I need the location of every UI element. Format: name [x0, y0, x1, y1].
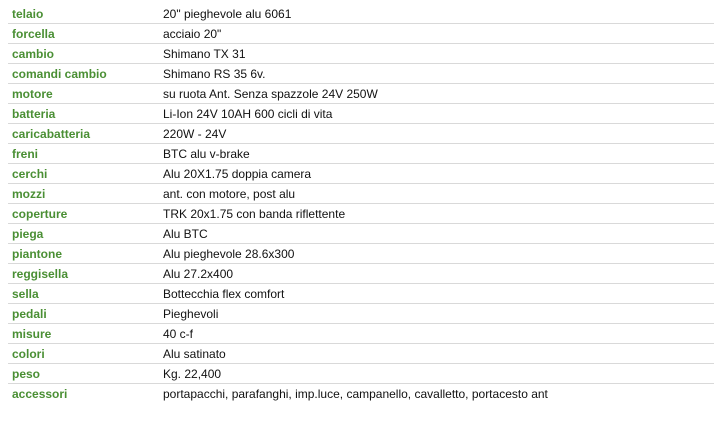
spec-value: 40 c-f [158, 324, 714, 344]
spec-label: pedali [8, 304, 158, 324]
spec-row-piega [8, 224, 714, 244]
spec-value: Alu pieghevole 28.6x300 [158, 244, 714, 264]
spec-row-piantone [8, 244, 714, 264]
spec-label: cerchi [8, 164, 158, 184]
spec-value: TRK 20x1.75 con banda riflettente [158, 204, 714, 224]
spec-label: sella [8, 284, 158, 304]
spec-label: peso [8, 364, 158, 384]
spec-label: piantone [8, 244, 158, 264]
spec-row-motore [8, 84, 714, 104]
spec-table [8, 4, 714, 403]
spec-row-comandi-cambio [8, 64, 714, 84]
spec-value: Pieghevoli [158, 304, 714, 324]
spec-row-batteria [8, 104, 714, 124]
spec-row-peso [8, 364, 714, 384]
spec-value: portapacchi, parafanghi, imp.luce, campanello, cavalletto, portacesto ant [163, 386, 548, 401]
spec-label: coperture [8, 204, 158, 224]
spec-row-telaio [8, 4, 714, 24]
spec-value: BTC alu v-brake [158, 144, 714, 164]
spec-value: Alu 27.2x400 [158, 264, 714, 284]
spec-label: colori [8, 344, 158, 364]
spec-row-reggisella [8, 264, 714, 284]
spec-value: 20" pieghevole alu 6061 [158, 4, 714, 24]
spec-label: motore [8, 84, 158, 104]
spec-row-accessori [8, 384, 714, 404]
spec-row-forcella [8, 24, 714, 44]
spec-value: 220W - 24V [158, 124, 714, 144]
spec-label: freni [8, 144, 158, 164]
spec-label: comandi cambio [8, 64, 158, 84]
spec-value: Li-Ion 24V 10AH 600 cicli di vita [158, 104, 714, 124]
spec-value: Alu BTC [158, 224, 714, 244]
spec-row-coperture [8, 204, 714, 224]
spec-label: cambio [8, 44, 158, 64]
spec-value: ant. con motore, post alu [158, 184, 714, 204]
spec-label: telaio [8, 4, 158, 24]
spec-value: su ruota Ant. Senza spazzole 24V 250W [158, 84, 714, 104]
spec-label: batteria [8, 104, 158, 124]
spec-value: Alu 20X1.75 doppia camera [158, 164, 714, 184]
spec-row-mozzi [8, 184, 714, 204]
spec-row-misure [8, 324, 714, 344]
spec-value: Kg. 22,400 [158, 364, 714, 384]
spec-value: acciaio 20" [158, 24, 714, 44]
spec-row-cerchi [8, 164, 714, 184]
spec-row-freni [8, 144, 714, 164]
spec-row-colori [8, 344, 714, 364]
spec-label: forcella [8, 24, 158, 44]
spec-row-caricabatteria [8, 124, 714, 144]
spec-label: mozzi [8, 184, 158, 204]
spec-value: Shimano TX 31 [158, 44, 714, 64]
spec-row-sella [8, 284, 714, 304]
spec-row-pedali [8, 304, 714, 324]
spec-value: Shimano RS 35 6v. [158, 64, 714, 84]
spec-label: reggisella [8, 264, 158, 284]
spec-value: Alu satinato [158, 344, 714, 364]
spec-label: misure [8, 324, 158, 344]
spec-label: accessori [12, 386, 68, 401]
spec-label: piega [8, 224, 158, 244]
spec-row-cambio [8, 44, 714, 64]
spec-label: caricabatteria [8, 124, 158, 144]
spec-value: Bottecchia flex comfort [158, 284, 714, 304]
